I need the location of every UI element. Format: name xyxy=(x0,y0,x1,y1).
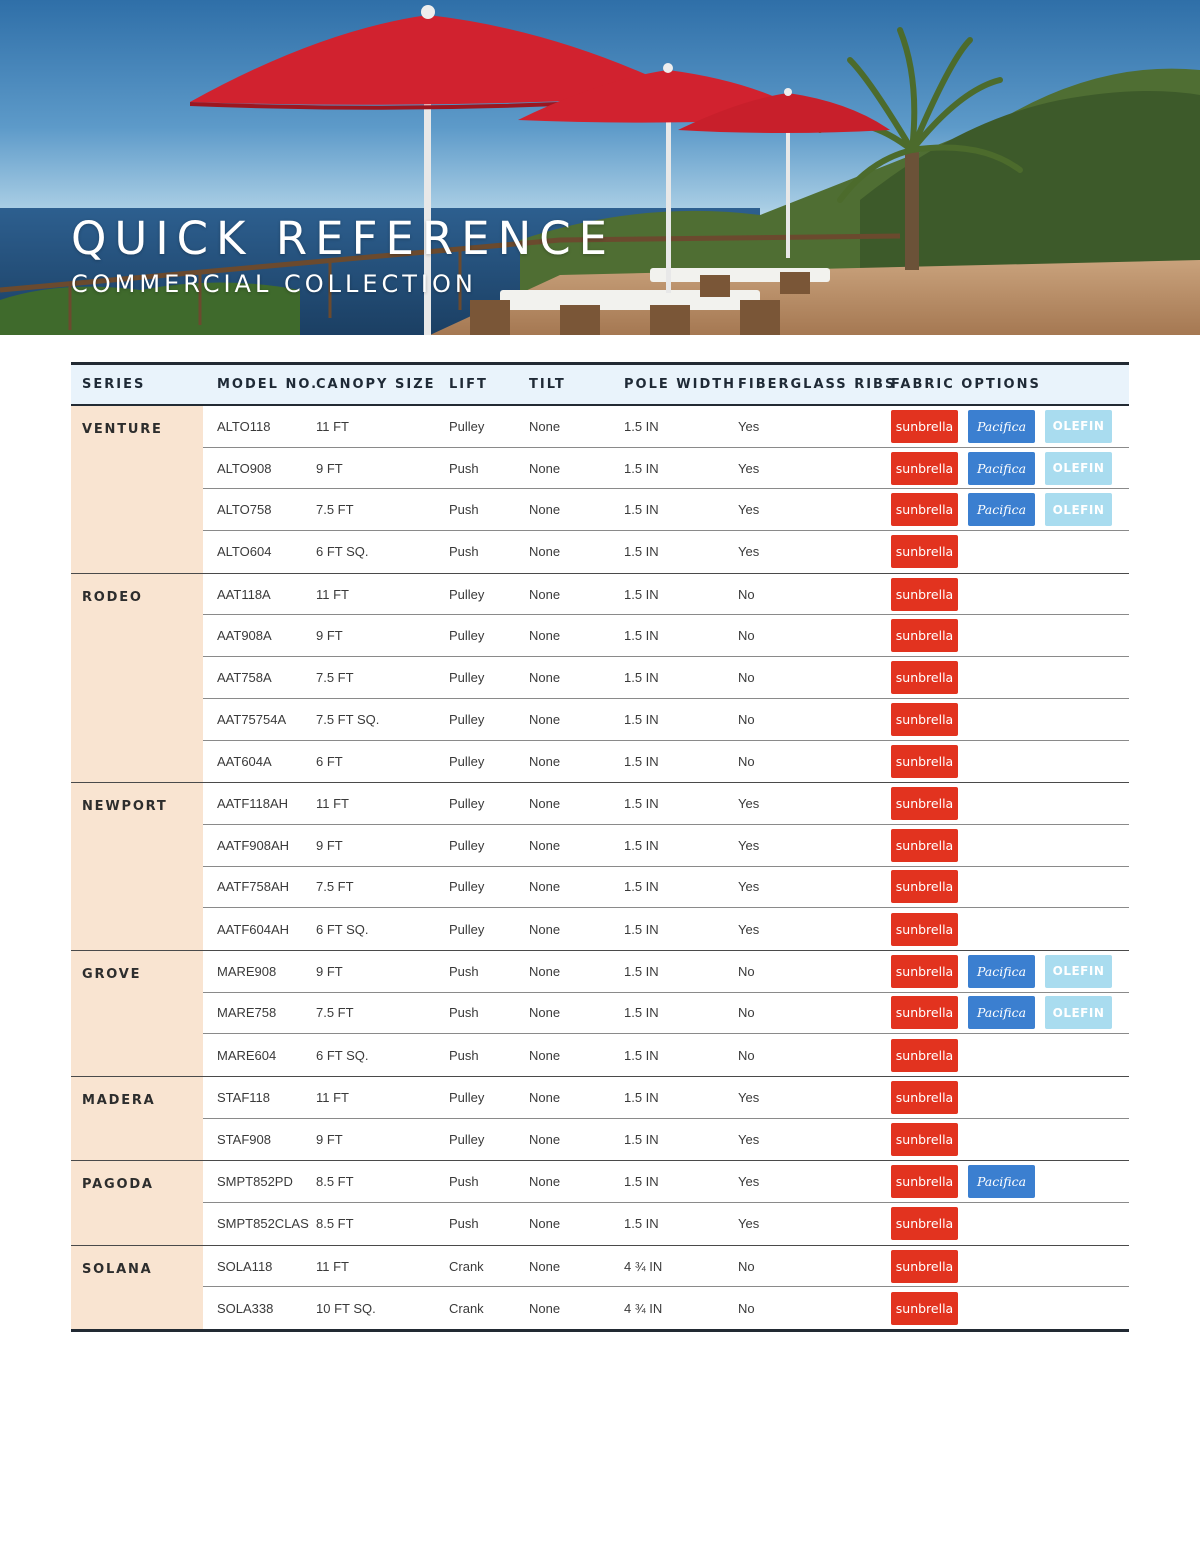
series-rows xyxy=(203,406,1129,573)
fiberglass-ribs-cell: Yes xyxy=(738,460,760,476)
lift-cell: Push xyxy=(449,1005,479,1021)
series-group-madera xyxy=(71,1077,1129,1161)
header-lift: LIFT xyxy=(449,377,488,392)
model-no-cell: STAF908 xyxy=(217,1132,271,1148)
canopy-size-cell: 8.5 FT xyxy=(316,1216,354,1232)
sunbrella-logo: sunbrella xyxy=(891,1207,958,1240)
canopy-size-cell: 11 FT xyxy=(316,586,349,602)
table-row xyxy=(203,1246,1129,1288)
series-group-pagoda xyxy=(71,1161,1129,1245)
table-row xyxy=(203,699,1129,741)
tilt-cell: None xyxy=(529,586,561,602)
lift-cell: Pulley xyxy=(449,669,485,685)
pacifica-logo: Pacifica xyxy=(968,996,1035,1029)
series-name: GROVE xyxy=(71,951,203,1076)
fiberglass-ribs-cell: Yes xyxy=(738,837,760,853)
fabric-options-cell xyxy=(891,410,1112,443)
fabric-options-cell xyxy=(891,1081,958,1114)
pole-width-cell: 4 ¾ IN xyxy=(624,1300,663,1316)
series-group-venture xyxy=(71,406,1129,574)
pole-width-cell: 1.5 IN xyxy=(624,1132,659,1148)
lift-cell: Pulley xyxy=(449,711,485,727)
sunbrella-logo: sunbrella xyxy=(891,619,958,652)
series-name: PAGODA xyxy=(71,1161,203,1244)
tilt-cell: None xyxy=(529,753,561,769)
header-model-no: MODEL NO. xyxy=(217,377,319,392)
model-no-cell: ALTO908 xyxy=(217,460,272,476)
pacifica-logo: Pacifica xyxy=(968,955,1035,988)
fiberglass-ribs-cell: Yes xyxy=(738,544,760,560)
lift-cell: Pulley xyxy=(449,628,485,644)
table-row xyxy=(203,574,1129,616)
model-no-cell: SMPT852PD xyxy=(217,1174,293,1190)
series-name: MADERA xyxy=(71,1077,203,1160)
fiberglass-ribs-cell: Yes xyxy=(738,418,760,434)
series-rows xyxy=(203,951,1129,1076)
pacifica-logo: Pacifica xyxy=(968,493,1035,526)
pole-width-cell: 1.5 IN xyxy=(624,879,659,895)
canopy-size-cell: 7.5 FT xyxy=(316,1005,354,1021)
sunbrella-logo: sunbrella xyxy=(891,578,958,611)
series-group-newport xyxy=(71,783,1129,951)
canopy-size-cell: 9 FT xyxy=(316,837,343,853)
canopy-size-cell: 9 FT xyxy=(316,1132,343,1148)
fabric-options-cell xyxy=(891,955,1112,988)
table-row xyxy=(203,1119,1129,1161)
canopy-size-cell: 6 FT SQ. xyxy=(316,544,369,560)
pole-width-cell: 4 ¾ IN xyxy=(624,1258,663,1274)
canopy-size-cell: 6 FT xyxy=(316,753,343,769)
header-pole-width: POLE WIDTH xyxy=(624,377,736,392)
lift-cell: Crank xyxy=(449,1258,484,1274)
fabric-options-cell xyxy=(891,829,958,862)
olefin-logo: OLEFIN xyxy=(1045,996,1112,1029)
table-row xyxy=(203,1077,1129,1119)
fabric-options-cell xyxy=(891,1039,958,1072)
pole-width-cell: 1.5 IN xyxy=(624,586,659,602)
pole-width-cell: 1.5 IN xyxy=(624,963,659,979)
canopy-size-cell: 11 FT xyxy=(316,1258,349,1274)
sunbrella-logo: sunbrella xyxy=(891,1123,958,1156)
tilt-cell: None xyxy=(529,879,561,895)
fiberglass-ribs-cell: No xyxy=(738,1047,755,1063)
fabric-options-cell xyxy=(891,578,958,611)
fabric-options-cell xyxy=(891,619,958,652)
table-row xyxy=(203,1161,1129,1203)
sunbrella-logo: sunbrella xyxy=(891,1250,958,1283)
table-row xyxy=(203,741,1129,783)
table-row xyxy=(203,783,1129,825)
table-row xyxy=(203,993,1129,1035)
lift-cell: Pulley xyxy=(449,418,485,434)
table-row xyxy=(203,908,1129,950)
tilt-cell: None xyxy=(529,628,561,644)
quick-reference-table xyxy=(71,362,1129,1332)
canopy-size-cell: 9 FT xyxy=(316,963,343,979)
table-row xyxy=(203,1287,1129,1329)
sunbrella-logo: sunbrella xyxy=(891,1039,958,1072)
series-group-solana xyxy=(71,1246,1129,1332)
pole-width-cell: 1.5 IN xyxy=(624,628,659,644)
canopy-size-cell: 7.5 FT xyxy=(316,669,354,685)
canopy-size-cell: 7.5 FT xyxy=(316,502,354,518)
table-row xyxy=(203,1203,1129,1245)
pole-width-cell: 1.5 IN xyxy=(624,544,659,560)
table-row xyxy=(203,1034,1129,1076)
pole-width-cell: 1.5 IN xyxy=(624,1005,659,1021)
table-row xyxy=(203,825,1129,867)
model-no-cell: MARE604 xyxy=(217,1047,277,1063)
fiberglass-ribs-cell: No xyxy=(738,586,755,602)
fabric-options-cell xyxy=(891,870,958,903)
lift-cell: Push xyxy=(449,963,479,979)
canopy-size-cell: 7.5 FT xyxy=(316,879,354,895)
table-header xyxy=(71,362,1129,406)
sunbrella-logo: sunbrella xyxy=(891,1081,958,1114)
pacifica-logo: Pacifica xyxy=(968,452,1035,485)
series-name: RODEO xyxy=(71,574,203,782)
fiberglass-ribs-cell: No xyxy=(738,669,755,685)
pole-width-cell: 1.5 IN xyxy=(624,418,659,434)
fiberglass-ribs-cell: No xyxy=(738,1258,755,1274)
sunbrella-logo: sunbrella xyxy=(891,493,958,526)
fabric-options-cell xyxy=(891,661,958,694)
pacifica-logo: Pacifica xyxy=(968,1165,1035,1198)
canopy-size-cell: 10 FT SQ. xyxy=(316,1300,376,1316)
header-fabric-options: FABRIC OPTIONS xyxy=(891,377,1041,392)
tilt-cell: None xyxy=(529,418,561,434)
fabric-options-cell xyxy=(891,996,1112,1029)
model-no-cell: SOLA118 xyxy=(217,1258,273,1274)
lift-cell: Pulley xyxy=(449,796,485,812)
pole-width-cell: 1.5 IN xyxy=(624,837,659,853)
pole-width-cell: 1.5 IN xyxy=(624,921,659,937)
tilt-cell: None xyxy=(529,1005,561,1021)
model-no-cell: AAT908A xyxy=(217,628,272,644)
pole-width-cell: 1.5 IN xyxy=(624,460,659,476)
canopy-size-cell: 11 FT xyxy=(316,418,349,434)
lift-cell: Push xyxy=(449,1216,479,1232)
page-subtitle: COMMERCIAL COLLECTION xyxy=(71,270,477,298)
pole-width-cell: 1.5 IN xyxy=(624,1174,659,1190)
lift-cell: Pulley xyxy=(449,837,485,853)
fabric-options-cell xyxy=(891,1292,958,1325)
tilt-cell: None xyxy=(529,1047,561,1063)
model-no-cell: STAF118 xyxy=(217,1089,270,1105)
fiberglass-ribs-cell: Yes xyxy=(738,879,760,895)
sunbrella-logo: sunbrella xyxy=(891,1165,958,1198)
table-row xyxy=(203,615,1129,657)
series-rows xyxy=(203,1077,1129,1160)
header-tilt: TILT xyxy=(529,377,566,392)
canopy-size-cell: 8.5 FT xyxy=(316,1174,354,1190)
tilt-cell: None xyxy=(529,1174,561,1190)
table-body xyxy=(71,406,1129,1332)
fabric-options-cell xyxy=(891,452,1112,485)
tilt-cell: None xyxy=(529,1300,561,1316)
canopy-size-cell: 7.5 FT SQ. xyxy=(316,711,380,727)
series-name: SOLANA xyxy=(71,1246,203,1329)
olefin-logo: OLEFIN xyxy=(1045,955,1112,988)
sunbrella-logo: sunbrella xyxy=(891,703,958,736)
fabric-options-cell xyxy=(891,1165,1035,1198)
fiberglass-ribs-cell: No xyxy=(738,628,755,644)
fiberglass-ribs-cell: No xyxy=(738,1300,755,1316)
model-no-cell: ALTO758 xyxy=(217,502,272,518)
model-no-cell: AAT604A xyxy=(217,753,272,769)
sunbrella-logo: sunbrella xyxy=(891,452,958,485)
lift-cell: Push xyxy=(449,1174,479,1190)
model-no-cell: AATF908AH xyxy=(217,837,290,853)
page-title: QUICK REFERENCE xyxy=(71,212,616,265)
series-rows xyxy=(203,783,1129,950)
fabric-options-cell xyxy=(891,1207,958,1240)
lift-cell: Pulley xyxy=(449,1132,485,1148)
sunbrella-logo: sunbrella xyxy=(891,745,958,778)
hero-banner xyxy=(0,0,1200,335)
sunbrella-logo: sunbrella xyxy=(891,535,958,568)
fiberglass-ribs-cell: Yes xyxy=(738,1174,760,1190)
model-no-cell: ALTO604 xyxy=(217,544,272,560)
series-group-grove xyxy=(71,951,1129,1077)
series-name: VENTURE xyxy=(71,406,203,573)
table-row xyxy=(203,489,1129,531)
canopy-size-cell: 6 FT SQ. xyxy=(316,921,369,937)
pacifica-logo: Pacifica xyxy=(968,410,1035,443)
table-row xyxy=(203,448,1129,490)
tilt-cell: None xyxy=(529,502,561,518)
model-no-cell: SOLA338 xyxy=(217,1300,274,1316)
model-no-cell: MARE758 xyxy=(217,1005,277,1021)
tilt-cell: None xyxy=(529,669,561,685)
sunbrella-logo: sunbrella xyxy=(891,996,958,1029)
pole-width-cell: 1.5 IN xyxy=(624,753,659,769)
fabric-options-cell xyxy=(891,1250,958,1283)
olefin-logo: OLEFIN xyxy=(1045,410,1112,443)
lift-cell: Pulley xyxy=(449,879,485,895)
header-fiberglass-ribs: FIBERGLASS RIBS xyxy=(738,377,897,392)
model-no-cell: MARE908 xyxy=(217,963,277,979)
fiberglass-ribs-cell: No xyxy=(738,1005,755,1021)
sunbrella-logo: sunbrella xyxy=(891,829,958,862)
fabric-options-cell xyxy=(891,745,958,778)
lift-cell: Pulley xyxy=(449,1089,485,1105)
model-no-cell: AAT758A xyxy=(217,669,272,685)
olefin-logo: OLEFIN xyxy=(1045,452,1112,485)
series-rows xyxy=(203,1161,1129,1244)
pole-width-cell: 1.5 IN xyxy=(624,711,659,727)
series-rows xyxy=(203,574,1129,782)
series-rows xyxy=(203,1246,1129,1329)
canopy-size-cell: 9 FT xyxy=(316,628,343,644)
table-row xyxy=(203,867,1129,909)
series-name: NEWPORT xyxy=(71,783,203,950)
header-canopy-size: CANOPY SIZE xyxy=(316,377,436,392)
tilt-cell: None xyxy=(529,460,561,476)
tilt-cell: None xyxy=(529,1216,561,1232)
sunbrella-logo: sunbrella xyxy=(891,787,958,820)
tilt-cell: None xyxy=(529,1132,561,1148)
tilt-cell: None xyxy=(529,1258,561,1274)
tilt-cell: None xyxy=(529,921,561,937)
sunbrella-logo: sunbrella xyxy=(891,870,958,903)
model-no-cell: SMPT852CLAS xyxy=(217,1216,309,1232)
olefin-logo: OLEFIN xyxy=(1045,493,1112,526)
lift-cell: Pulley xyxy=(449,921,485,937)
fabric-options-cell xyxy=(891,1123,958,1156)
lift-cell: Push xyxy=(449,502,479,518)
fiberglass-ribs-cell: Yes xyxy=(738,502,760,518)
model-no-cell: ALTO118 xyxy=(217,418,271,434)
fiberglass-ribs-cell: Yes xyxy=(738,1089,760,1105)
lift-cell: Push xyxy=(449,1047,479,1063)
header-series: SERIES xyxy=(82,377,146,392)
fabric-options-cell xyxy=(891,787,958,820)
pole-width-cell: 1.5 IN xyxy=(624,1216,659,1232)
tilt-cell: None xyxy=(529,544,561,560)
pole-width-cell: 1.5 IN xyxy=(624,502,659,518)
lift-cell: Pulley xyxy=(449,586,485,602)
canopy-size-cell: 11 FT xyxy=(316,796,349,812)
fabric-options-cell xyxy=(891,493,1112,526)
sunbrella-logo: sunbrella xyxy=(891,913,958,946)
canopy-size-cell: 9 FT xyxy=(316,460,343,476)
series-group-rodeo xyxy=(71,574,1129,783)
table-row xyxy=(203,406,1129,448)
tilt-cell: None xyxy=(529,711,561,727)
pole-width-cell: 1.5 IN xyxy=(624,1047,659,1063)
lift-cell: Push xyxy=(449,460,479,476)
tilt-cell: None xyxy=(529,963,561,979)
model-no-cell: AATF604AH xyxy=(217,921,290,937)
model-no-cell: AATF118AH xyxy=(217,796,289,812)
pole-width-cell: 1.5 IN xyxy=(624,796,659,812)
fabric-options-cell xyxy=(891,535,958,568)
tilt-cell: None xyxy=(529,796,561,812)
pole-width-cell: 1.5 IN xyxy=(624,1089,659,1105)
fiberglass-ribs-cell: Yes xyxy=(738,1216,760,1232)
fiberglass-ribs-cell: No xyxy=(738,753,755,769)
sunbrella-logo: sunbrella xyxy=(891,410,958,443)
table-row xyxy=(203,657,1129,699)
tilt-cell: None xyxy=(529,837,561,853)
model-no-cell: AATF758AH xyxy=(217,879,290,895)
table-row xyxy=(203,531,1129,573)
fiberglass-ribs-cell: No xyxy=(738,963,755,979)
sunbrella-logo: sunbrella xyxy=(891,955,958,988)
sunbrella-logo: sunbrella xyxy=(891,1292,958,1325)
pole-width-cell: 1.5 IN xyxy=(624,669,659,685)
lift-cell: Crank xyxy=(449,1300,484,1316)
sunbrella-logo: sunbrella xyxy=(891,661,958,694)
lift-cell: Push xyxy=(449,544,479,560)
lift-cell: Pulley xyxy=(449,753,485,769)
tilt-cell: None xyxy=(529,1089,561,1105)
fabric-options-cell xyxy=(891,913,958,946)
canopy-size-cell: 6 FT SQ. xyxy=(316,1047,369,1063)
canopy-size-cell: 11 FT xyxy=(316,1089,349,1105)
fabric-options-cell xyxy=(891,703,958,736)
model-no-cell: AAT118A xyxy=(217,586,271,602)
fiberglass-ribs-cell: No xyxy=(738,711,755,727)
fiberglass-ribs-cell: Yes xyxy=(738,921,760,937)
fiberglass-ribs-cell: Yes xyxy=(738,1132,760,1148)
table-row xyxy=(203,951,1129,993)
fiberglass-ribs-cell: Yes xyxy=(738,796,760,812)
model-no-cell: AAT75754A xyxy=(217,711,287,727)
